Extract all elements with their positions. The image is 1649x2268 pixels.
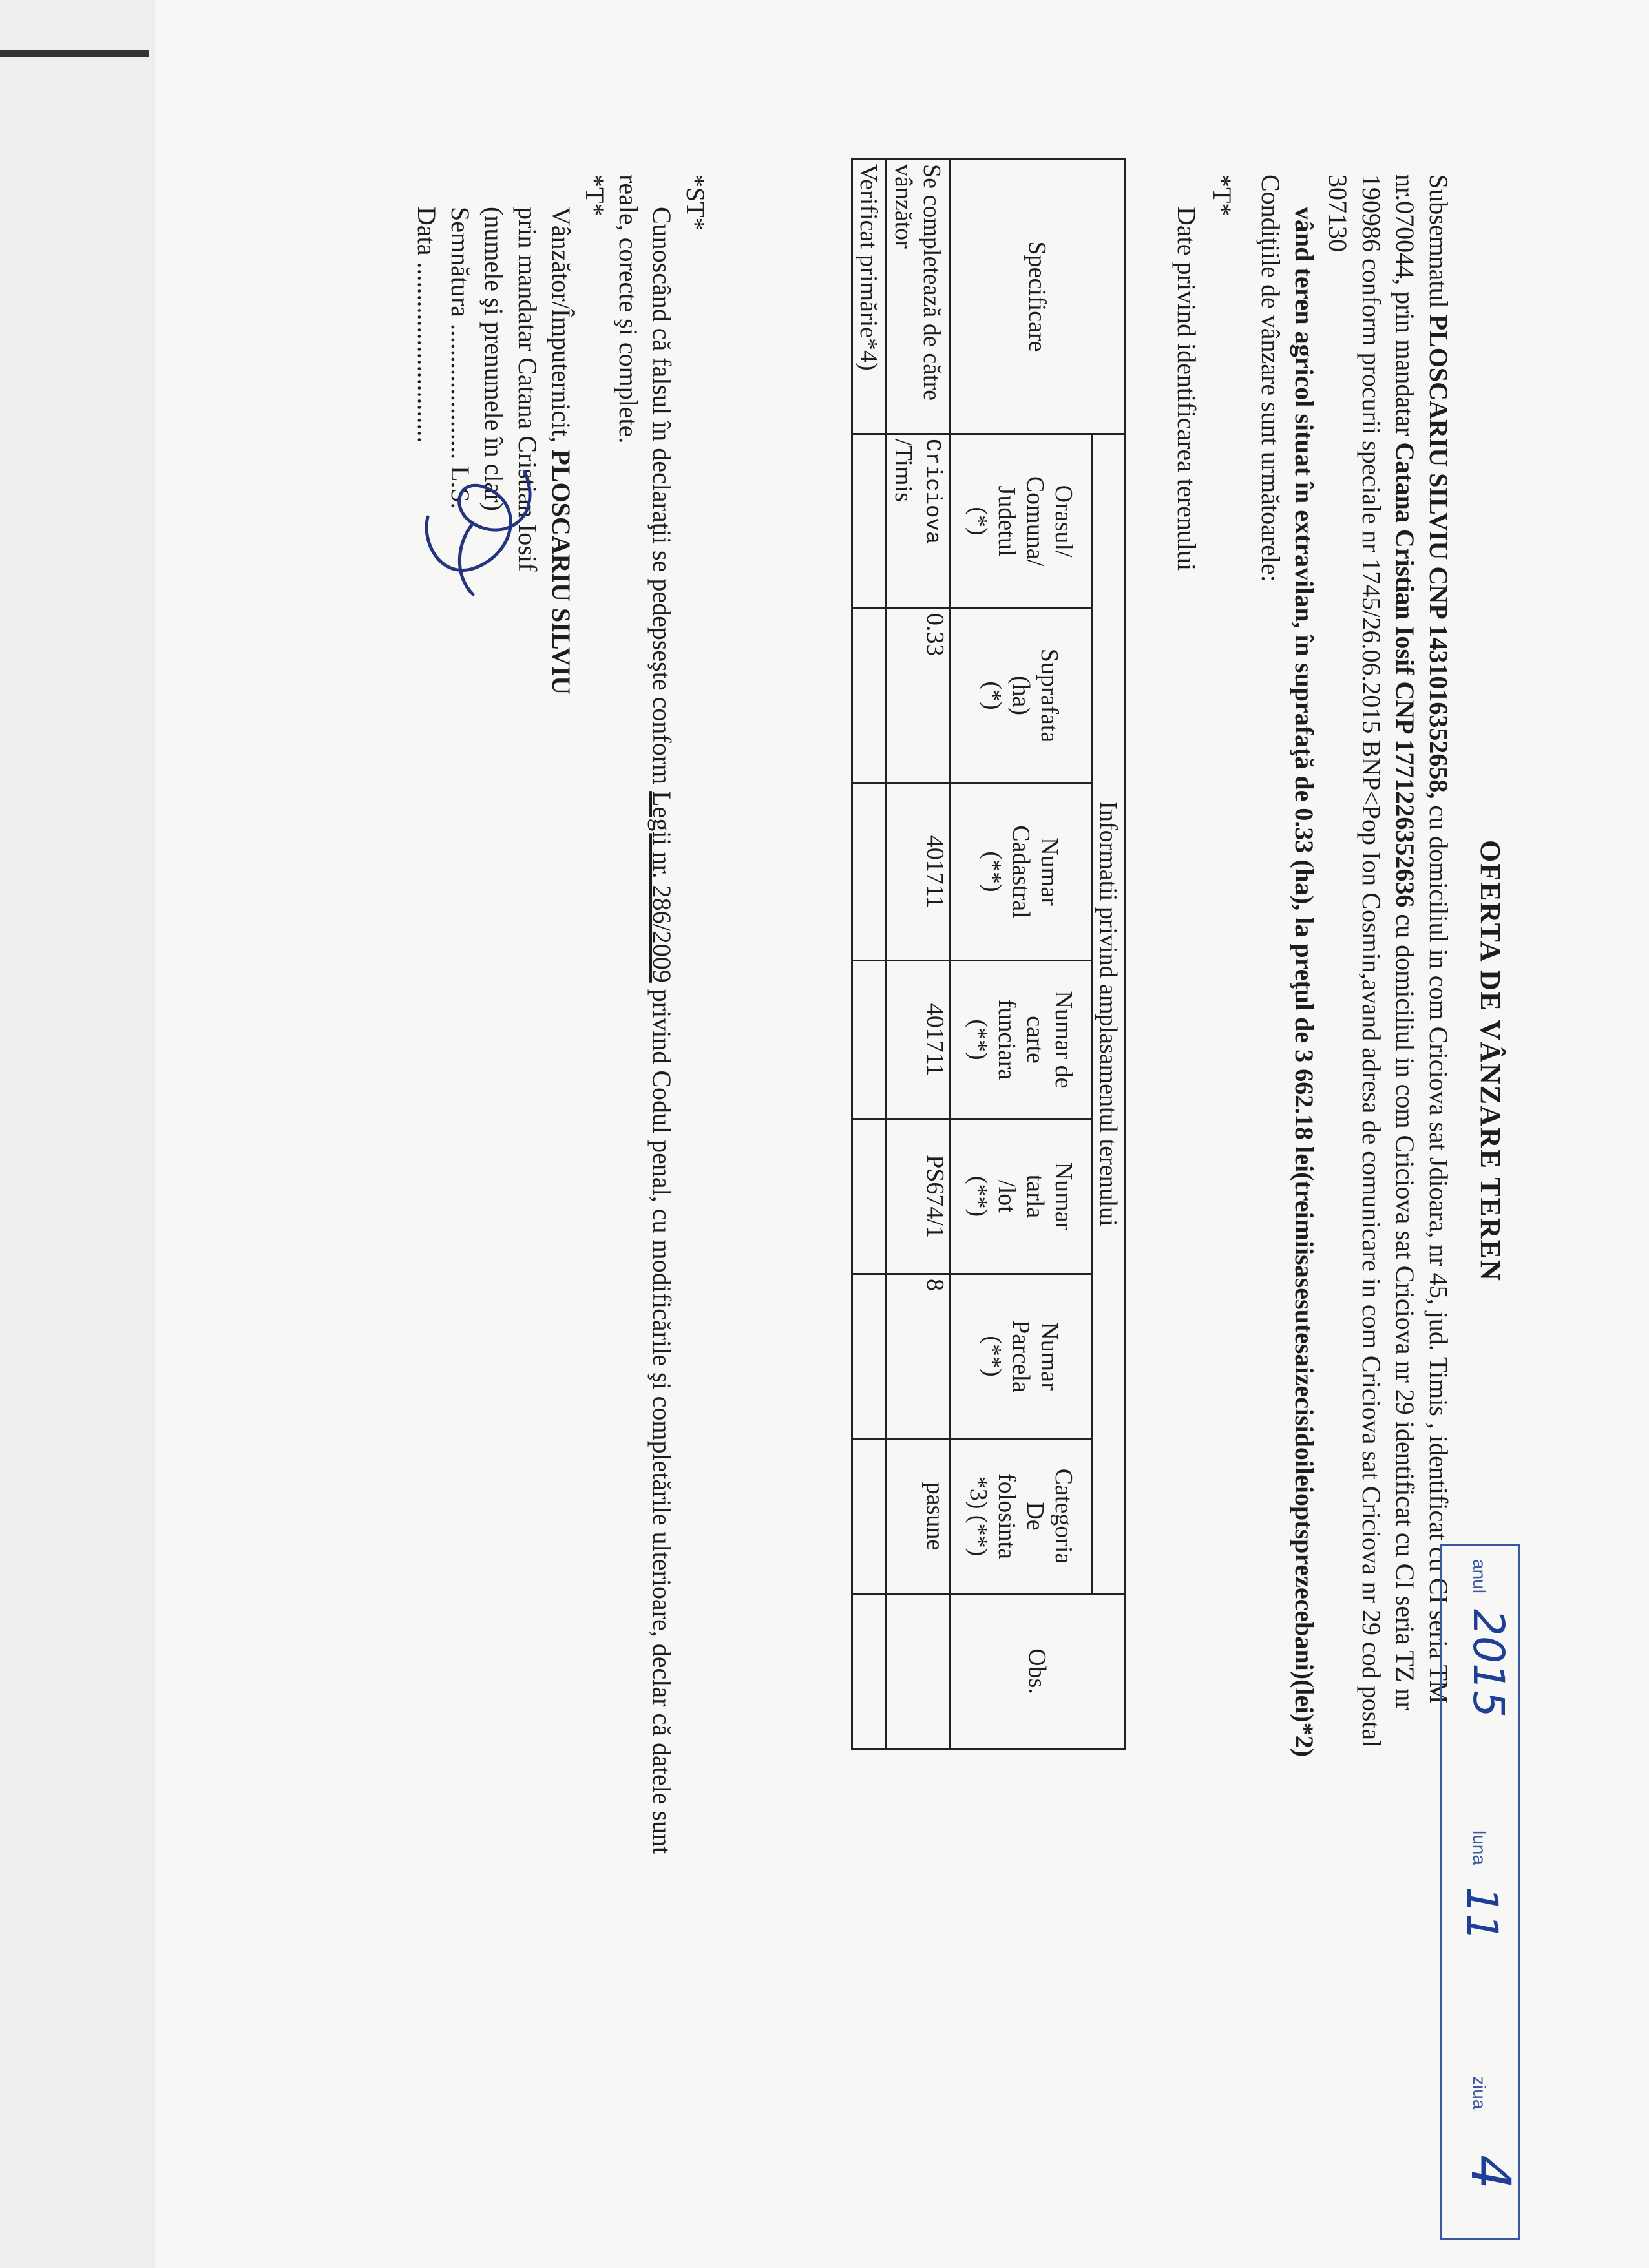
sale-statement: vând teren agricol situat în extravilan, în suprafaţă de 0.33 (ha), la preţul de 3 662.18 lei(treimiisasesutesaizecisidoileioptsprezecebani)(lei)*2): [1290, 207, 1319, 1758]
document-title: OFERTA DE VÂNZARE TEREN: [1475, 840, 1506, 1282]
marker-st: *ST*: [681, 174, 710, 231]
stamp-year: 2015: [1464, 1609, 1513, 1717]
cell-primarie-3: [852, 783, 886, 961]
registration-stamp: anul luna ziua: [1440, 1544, 1520, 2240]
conditions-line: Condiţiile de vânzare sunt următoarele:: [1256, 174, 1285, 582]
row-seller-label: Se completează de către vânzător: [886, 160, 951, 434]
identification-label: Date privind identificarea terenului: [1172, 207, 1201, 571]
cell-primarie-4: [852, 961, 886, 1119]
row-primarie-label: Verificat primărie*4): [852, 160, 886, 434]
intro-line-1: Subsemnatul PLOSCARIU SILVIU CNP 1431016352658, cu domiciliul in com Criciova sat Jdioara, nr 45, jud. Timis , identificat cu CI seria TM: [1424, 174, 1453, 1704]
header-obs: Obs.: [951, 1594, 1125, 1749]
cell-suprafata: 0.33: [886, 609, 951, 783]
cell-localitate: Criciova /Timis: [886, 434, 951, 609]
marker-t-2: *T*: [580, 174, 609, 216]
cell-primarie-7: [852, 1439, 886, 1594]
signatory-agent: prin mandatar Catana Cristian Iosif: [513, 207, 542, 572]
header-carte-funciara: Numar de carte funciara (**): [951, 961, 1093, 1119]
cell-categoria: pasune: [886, 1439, 951, 1594]
cell-parcela: 8: [886, 1274, 951, 1439]
intro-line-3: 190986 conform procurii speciale nr 1745/26.06.2015 BNP<Pop Ion Cosmin,avand adresa de comunicare in com Criciova sat Criciova nr 29 cod postal: [1357, 174, 1386, 1748]
cell-carte-funciara: 401711: [886, 961, 951, 1119]
header-amplasament: Informatii privind amplasamentul terenului: [1093, 434, 1125, 1594]
header-tarla-lot: Numar tarla /lot (**): [951, 1119, 1093, 1274]
cell-primarie-8: [852, 1594, 886, 1749]
intro-line-4: 307130: [1323, 174, 1352, 252]
date-line: Data ............................: [412, 207, 441, 443]
cell-primarie-1: [852, 434, 886, 609]
stamp-month: 11: [1457, 1887, 1507, 1941]
cell-tarla-lot: PS674/1: [886, 1119, 951, 1274]
header-numar-cadastral: Numar Cadastral (**): [951, 783, 1093, 961]
header-parcela: Numar Parcela (**): [951, 1274, 1093, 1439]
intro-line-2: nr.070044, prin mandatar Catana Cristian Iosif CNP 1771226352636 cu domiciliul in com Criciova sat Criciova nr 29 identificat cu CI seria TZ nr: [1391, 174, 1420, 1710]
cell-obs: [886, 1594, 951, 1749]
signatory-note: (numele şi prenumele în clar): [479, 207, 509, 511]
header-categoria: Categoria De folosinta *3) (**): [951, 1439, 1093, 1594]
cell-numar-cadastral: 401711: [886, 783, 951, 961]
header-localitate: Orasul/ Comuna/ Judetul (*): [951, 434, 1093, 609]
stamp-day: 4: [1459, 2155, 1522, 2190]
declaration-line-1: Cunoscând că falsul în declaraţii se pedepseşte conform Legii nr. 286/2009 privind Codul penal, cu modificările şi completările ulterioare, declar că datele sunt: [647, 207, 677, 1854]
signature-line: Semnătura .....................L.S.: [446, 207, 475, 509]
land-table: [851, 158, 1126, 1750]
cell-primarie-2: [852, 609, 886, 783]
marker-t: *T*: [1208, 174, 1237, 216]
signature-scribble: [395, 446, 551, 614]
header-suprafata: Suprafata (ha) (*): [951, 609, 1093, 783]
cell-primarie-5: [852, 1119, 886, 1274]
signatory-role: Vânzător/Împuternicit, PLOSCARIU SILVIU: [547, 207, 576, 695]
cell-primarie-6: [852, 1274, 886, 1439]
declaration-line-2: reale, corecte şi complete.: [614, 174, 643, 444]
header-specificare: Specificare: [951, 160, 1125, 434]
